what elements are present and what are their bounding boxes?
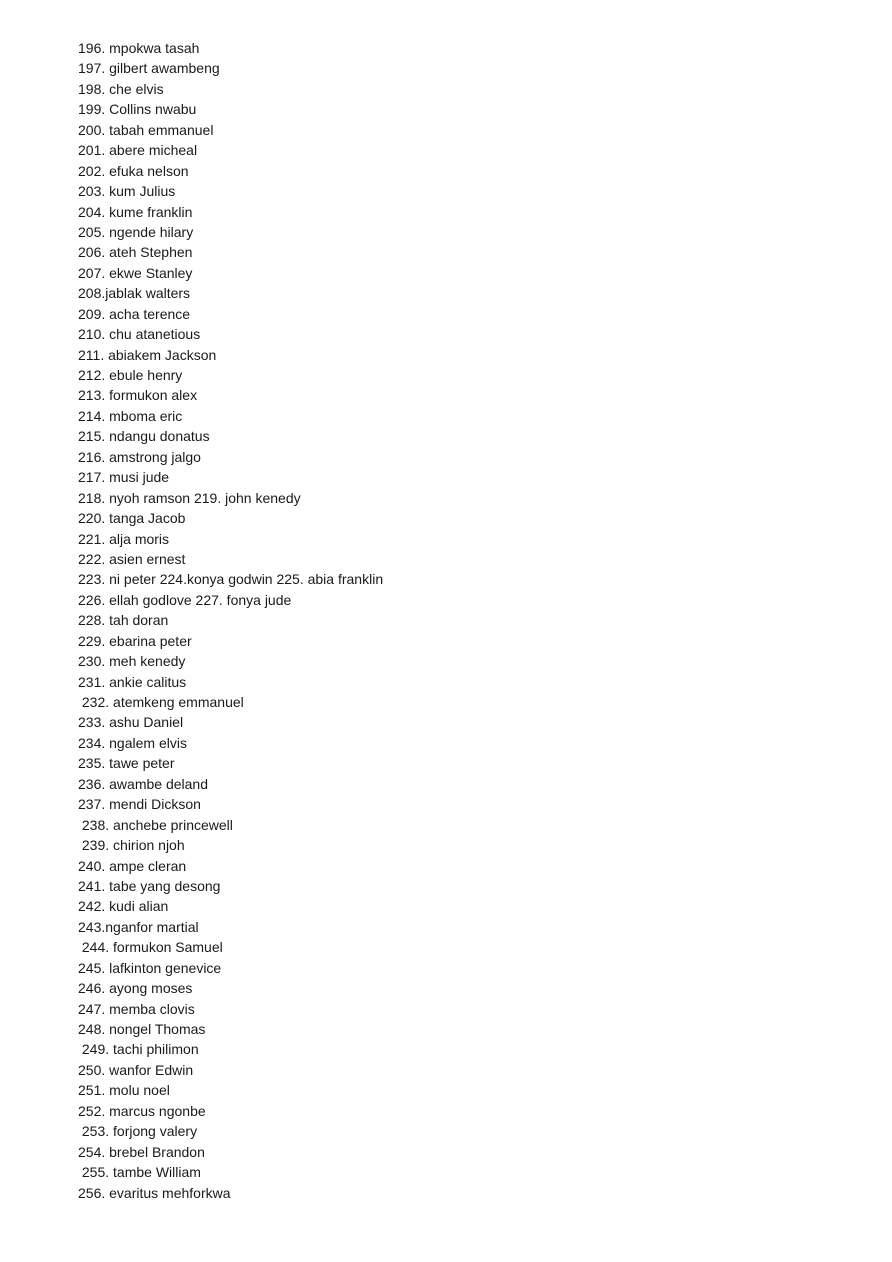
list-item: 234. ngalem elvis xyxy=(78,734,187,751)
list-item: 207. ekwe Stanley xyxy=(78,264,193,281)
list-item: 247. memba clovis xyxy=(78,1000,195,1017)
list-item: 216. amstrong jalgo xyxy=(78,448,201,465)
list-item: 206. ateh Stephen xyxy=(78,244,193,261)
list-item: 226. ellah godlove 227. fonya jude xyxy=(78,591,292,608)
list-item: 205. ngende hilary xyxy=(78,223,194,240)
list-item: 217. musi jude xyxy=(78,469,170,486)
list-item: 199. Collins nwabu xyxy=(78,101,197,118)
list-item: 230. meh kenedy xyxy=(78,653,186,670)
list-item: 223. ni peter 224.konya godwin 225. abia franklin xyxy=(78,571,384,588)
list-item: 251. molu noel xyxy=(78,1082,170,1099)
list-item: 208.jablak walters xyxy=(78,285,191,302)
list-item: 249. tachi philimon xyxy=(78,1041,199,1058)
list-item: 214. mboma eric xyxy=(78,407,183,424)
list-item: 222. asien ernest xyxy=(78,550,186,567)
list-item: 256. evaritus mehforkwa xyxy=(78,1184,231,1201)
list-item: 241. tabe yang desong xyxy=(78,877,221,894)
list-item: 253. forjong valery xyxy=(78,1123,198,1140)
list-item: 246. ayong moses xyxy=(78,980,193,997)
list-item: 198. che elvis xyxy=(78,80,164,97)
list-item: 197. gilbert awambeng xyxy=(78,60,220,77)
list-item: 238. anchebe princewell xyxy=(78,816,233,833)
list-item: 220. tanga Jacob xyxy=(78,510,186,527)
list-item: 215. ndangu donatus xyxy=(78,428,210,445)
list-item: 243.nganfor martial xyxy=(78,918,199,935)
list-item: 201. abere micheal xyxy=(78,142,198,159)
list-item: 233. ashu Daniel xyxy=(78,714,184,731)
list-item: 196. mpokwa tasah xyxy=(78,40,200,56)
list-item: 218. nyoh ramson 219. john kenedy xyxy=(78,489,301,506)
list-item: 212. ebule henry xyxy=(78,367,183,383)
list-item: 254. brebel Brandon xyxy=(78,1143,205,1160)
list-item: 232. atemkeng emmanuel xyxy=(78,694,244,710)
list-item: 255. tambe William xyxy=(78,1164,201,1181)
list-item: 248. nongel Thomas xyxy=(78,1021,206,1037)
list-item: 231. ankie calitus xyxy=(78,673,187,690)
list-item: 239. chirion njoh xyxy=(78,837,185,854)
list-item: 236. awambe deland xyxy=(78,775,208,792)
list-item: 203. kum Julius xyxy=(78,183,176,200)
list-item: 221. alja moris xyxy=(78,530,170,547)
list-item: 240. ampe cleran xyxy=(78,857,187,874)
list-item: 235. tawe peter xyxy=(78,755,175,772)
list-item: 244. formukon Samuel xyxy=(78,939,223,956)
list-item: 210. chu atanetious xyxy=(78,326,201,343)
list-item: 211. abiakem Jackson xyxy=(78,346,217,363)
list-item: 209. acha terence xyxy=(78,305,191,322)
list-item: 213. formukon alex xyxy=(78,387,198,404)
list-item: 250. wanfor Edwin xyxy=(78,1061,194,1078)
name-list xyxy=(78,38,383,1203)
list-item: 204. kume franklin xyxy=(78,203,193,220)
list-item: 242. kudi alian xyxy=(78,898,169,915)
list-item: 237. mendi Dickson xyxy=(78,796,201,813)
list-item: 245. lafkinton genevice xyxy=(78,959,222,976)
list-item: 229. ebarina peter xyxy=(78,632,192,649)
list-item: 202. efuka nelson xyxy=(78,162,189,179)
list-item: 228. tah doran xyxy=(78,612,169,629)
list-item: 252. marcus ngonbe xyxy=(78,1102,206,1119)
list-item: 200. tabah emmanuel xyxy=(78,121,214,138)
